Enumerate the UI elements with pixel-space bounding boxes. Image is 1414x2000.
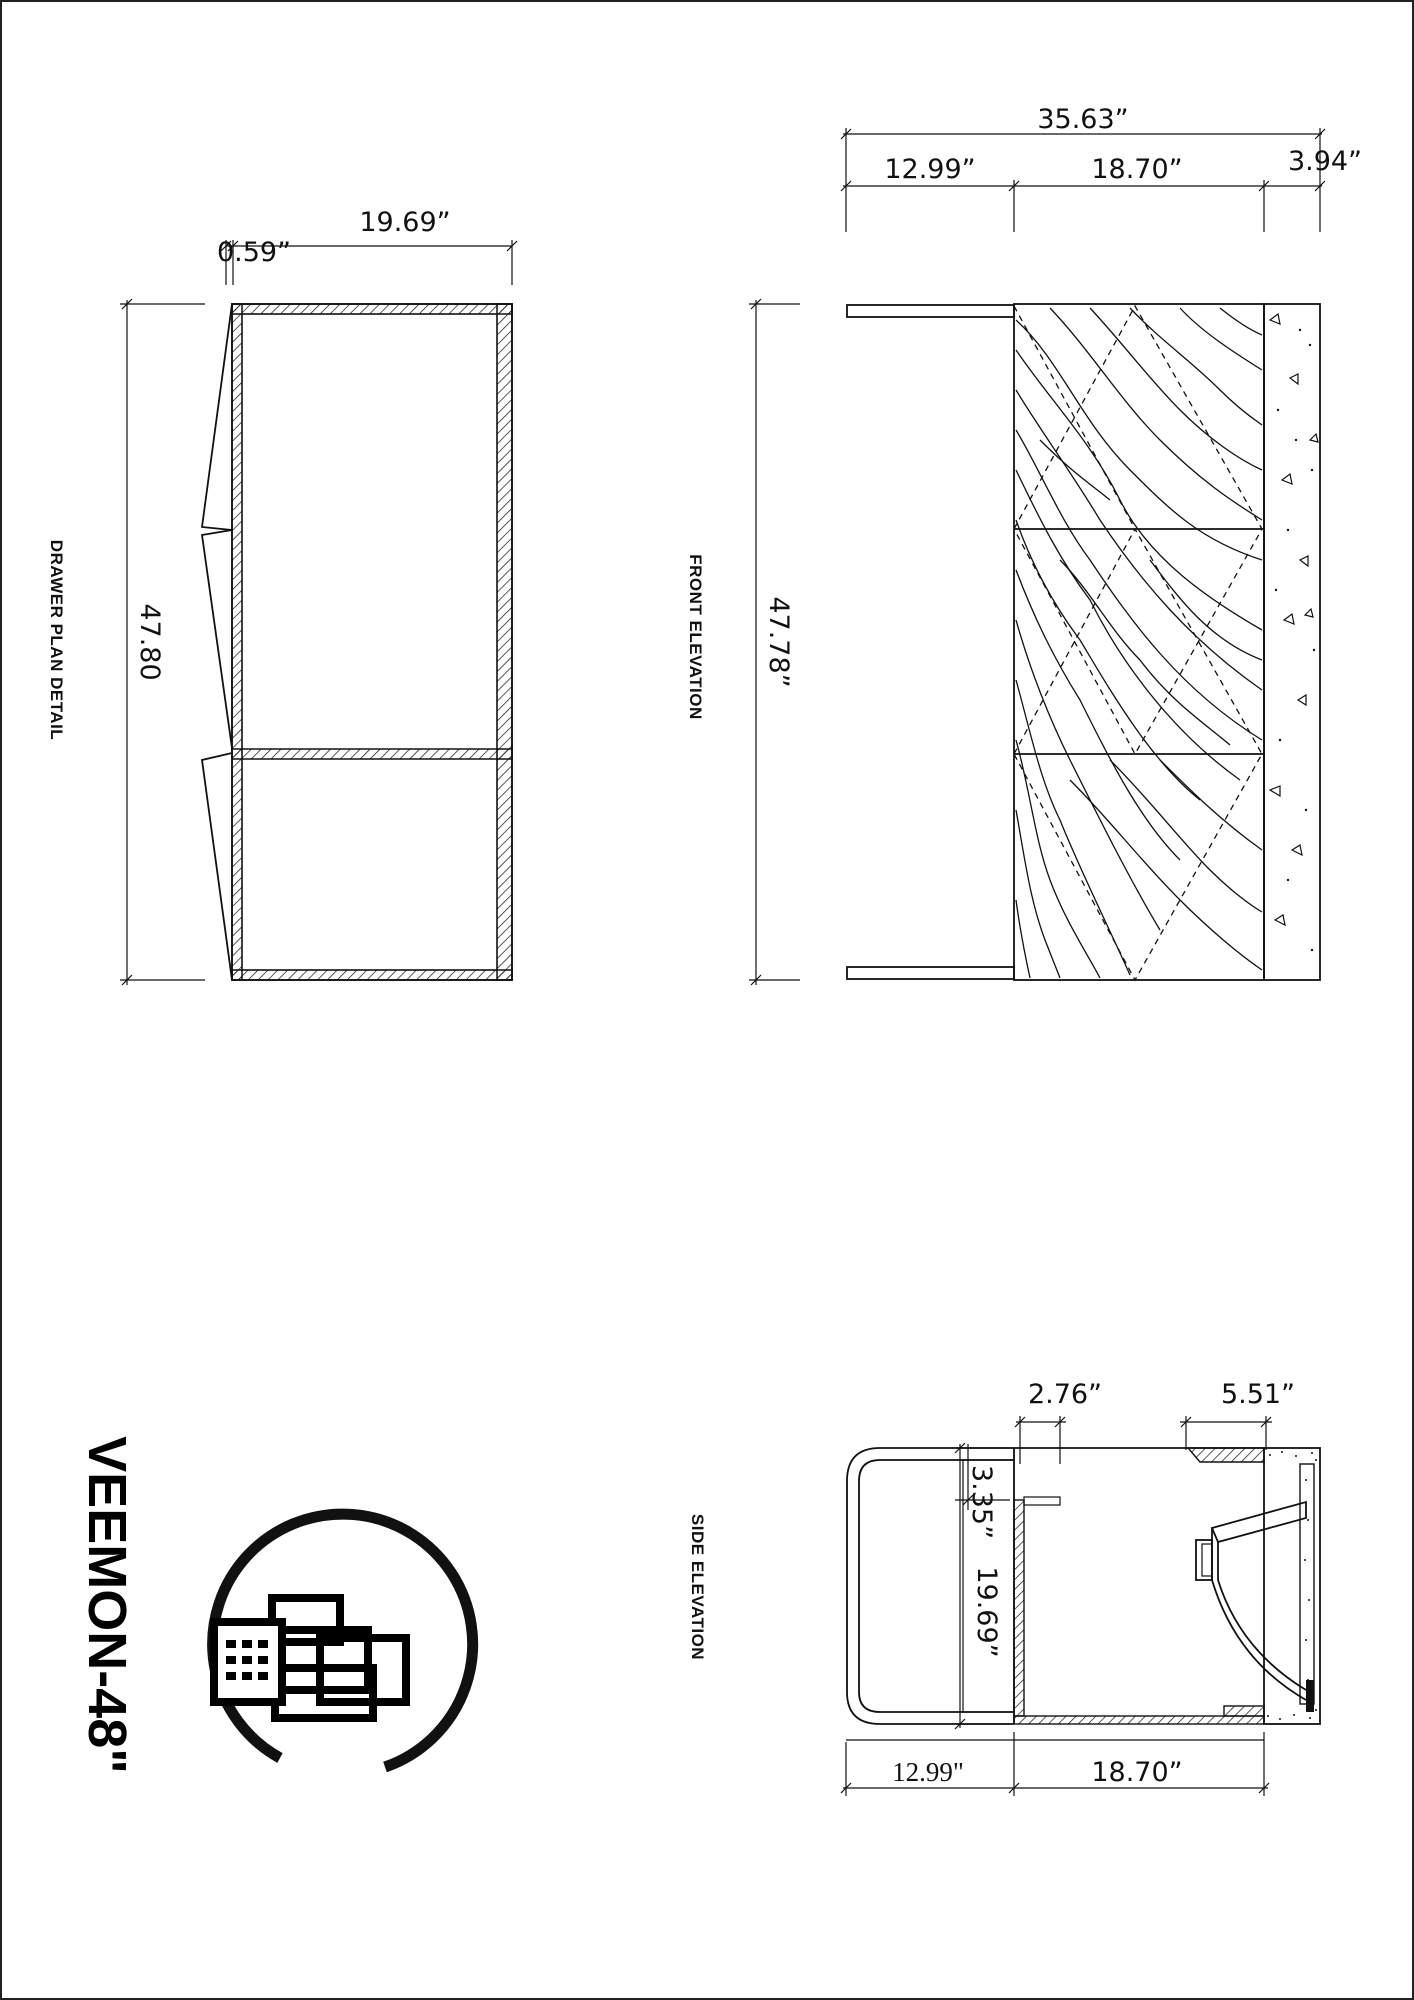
side-elevation-view <box>841 1379 1320 1796</box>
front-height-dim: 47.78” <box>763 596 794 688</box>
front-elevation-label: FRONT ELEVATION <box>686 554 705 720</box>
drawer-plan-view <box>120 207 517 985</box>
front-overall-width-dim: 35.63” <box>1037 104 1129 135</box>
drawer-panel-dim: 0.59” <box>216 237 292 268</box>
front-right-dim: 3.94” <box>1287 146 1363 177</box>
side-inner-height-dim: 19.69” <box>971 1566 1002 1658</box>
front-middle-dim: 18.70” <box>1091 154 1183 185</box>
building-logo-icon <box>213 1514 473 1767</box>
side-elevation-label: SIDE ELEVATION <box>688 1513 707 1661</box>
drawer-height-dim: 47.80 <box>134 603 165 681</box>
drawer-width-dim: 19.69” <box>359 207 451 238</box>
front-left-dim: 12.99” <box>884 154 976 185</box>
side-inner-small-dim: 3.35” <box>966 1464 997 1540</box>
product-title: VEEMON-48" <box>77 1436 137 1774</box>
side-bottom-left-dim: 12.99" <box>892 1757 964 1787</box>
drawer-plan-label: DRAWER PLAN DETAIL <box>47 539 66 741</box>
front-elevation-view <box>749 104 1362 985</box>
side-top-small-dim: 2.76” <box>1027 1379 1103 1410</box>
side-bottom-right-dim: 18.70” <box>1091 1757 1183 1788</box>
side-top-right-dim: 5.51” <box>1220 1379 1296 1410</box>
